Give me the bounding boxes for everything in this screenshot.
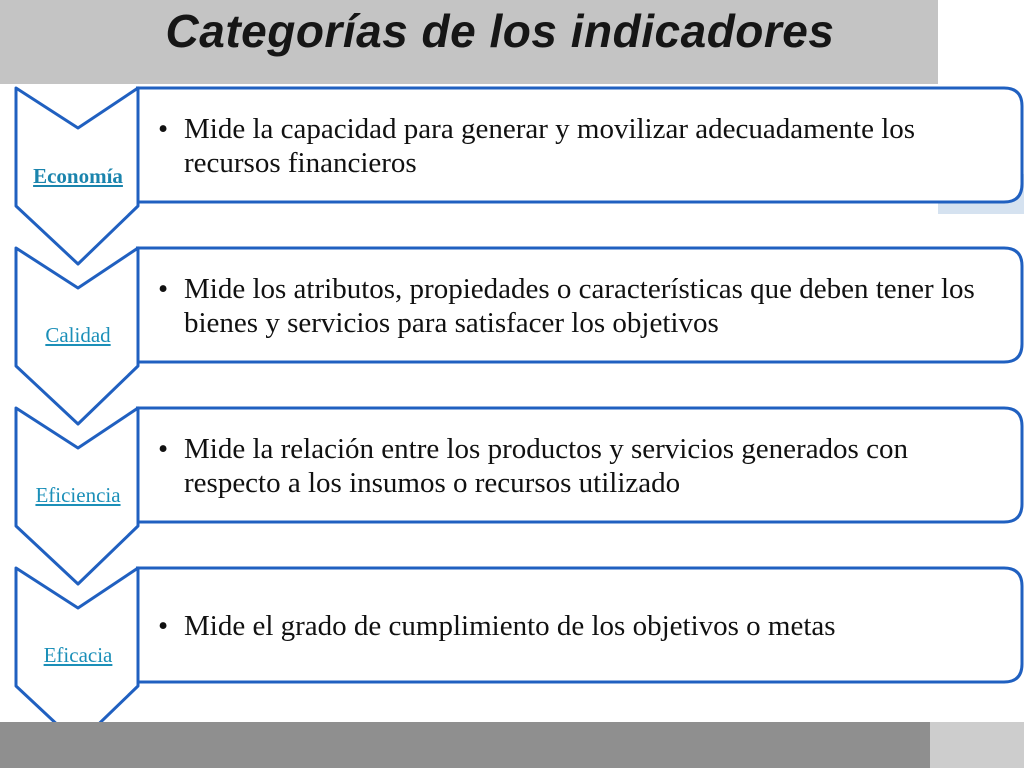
category-label-eficiencia[interactable]: Eficiencia [35, 483, 121, 507]
bullet-mark: • [158, 610, 169, 642]
category-label-economia[interactable]: Economía [33, 164, 123, 188]
bullet-mark: • [158, 113, 169, 145]
description-text: Mide los atributos, propiedades o características que deben tener los bienes y servicios para satisfacer los objetivos [184, 273, 975, 339]
description-calidad [158, 272, 1008, 340]
description-text: Mide el grado de cumplimiento de los objetivos o metas [184, 610, 836, 642]
description-eficacia [158, 609, 1008, 643]
footer-bar [0, 722, 930, 768]
page-title: Categorías de los indicadores [165, 5, 835, 57]
category-label-calidad[interactable]: Calidad [45, 323, 111, 347]
description-eficiencia [158, 432, 1008, 500]
description-text: Mide la capacidad para generar y movilizar adecuadamente los recursos financieros [184, 113, 916, 179]
description-economia [158, 112, 1008, 180]
description-text: Mide la relación entre los productos y servicios generados con respecto a los insumos o recursos utilizado [184, 433, 908, 499]
bullet-mark: • [158, 273, 169, 305]
footer-corner [930, 722, 1024, 768]
category-label-eficacia[interactable]: Eficacia [43, 643, 113, 667]
bullet-mark: • [158, 433, 169, 465]
